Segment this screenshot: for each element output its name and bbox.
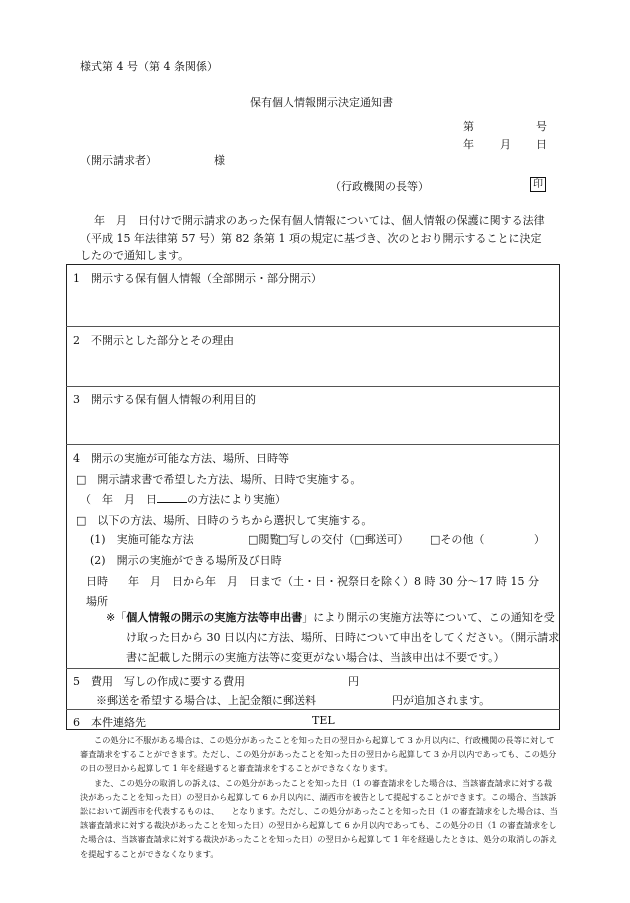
page-title: 保有個人情報開示決定通知書	[250, 96, 393, 109]
section-3-heading: 3 開示する保有個人情報の利用目的	[73, 393, 256, 406]
form-number: 様式第 4 号（第 4 条関係）	[80, 60, 218, 73]
section-5-heading: 5 費用 写しの作成に要する費用	[73, 675, 245, 688]
place-label: (2) 開示の実施ができる場所及び日時	[90, 554, 282, 567]
option-1-method: の方法により実施）	[187, 493, 286, 506]
section-5-note: ※郵送を希望する場合は、上記金額に郵送料	[96, 694, 316, 707]
notice-text	[106, 608, 560, 668]
place-field: 場所	[86, 595, 108, 608]
requester-label: （開示請求者）	[80, 154, 157, 167]
agency-head: （行政機関の長等）	[330, 180, 429, 193]
tel-label: TEL	[312, 714, 335, 727]
doc-number-suffix: 号	[536, 120, 547, 133]
divider-4	[66, 668, 560, 669]
date-year: 年	[463, 138, 474, 151]
option-1-sub	[80, 491, 286, 507]
option-1: □ 開示請求書で希望した方法、場所、日時で実施する。	[76, 473, 362, 486]
option-1-blank	[157, 502, 187, 503]
section-1-heading: 1 開示する保有個人情報（全部開示・部分開示）	[73, 272, 322, 285]
footnote-1: この処分に不服がある場合は、この処分があったことを知った日の翌日から起算して 3 か月以内に、行政機関の長等に対して審査請求をすることができます。ただし、この処分があったことを知った日の翌日から起算して 3 か月以内であっても、この処分の日の翌日から起算して 1 年を経過すると審査請求をすることができなくなります。	[80, 735, 557, 774]
intro-paragraph: 年 月 日付けで開示請求のあった保有個人情報については、個人情報の保護に関する法律（平成 15 年法律第 57 号）第 82 条第 1 項の規定に基づき、次のとおり開示することに決定したので通知します。	[80, 214, 545, 262]
doc-number-prefix: 第	[463, 120, 474, 133]
seal-stamp: 印	[530, 177, 546, 192]
footnotes	[80, 733, 560, 861]
method-view: □閲覧	[248, 533, 281, 546]
option-1-date: （ 年 月 日	[80, 493, 157, 506]
datetime-value: 年 月 日から年 月 日まで（土・日・祝祭日を除く）8 時 30 分～17 時 15 分	[128, 575, 539, 588]
date-month: 月	[500, 138, 511, 151]
divider-3	[66, 444, 560, 445]
date-day: 日	[536, 138, 547, 151]
methods-label: (1) 実施可能な方法	[90, 533, 194, 546]
option-2: □ 以下の方法、場所、日時のうちから選択して実施する。	[76, 514, 373, 527]
method-other: □その他（	[430, 533, 485, 546]
section-2-heading: 2 不開示とした部分とその理由	[73, 334, 234, 347]
section-4-heading: 4 開示の実施が可能な方法、場所、日時等	[73, 452, 289, 465]
divider-2	[66, 386, 560, 387]
notice-prefix: ※「	[106, 611, 127, 624]
method-copy: □写しの交付（□郵送可）	[278, 533, 409, 546]
datetime-label: 日時	[86, 575, 108, 588]
section-6-heading: 6 本件連絡先	[73, 716, 146, 729]
divider-5	[66, 709, 560, 710]
requester-honorific: 様	[214, 154, 225, 167]
notice-rest: 」により開示の実施方法等について、この通知を受け取った日から 30 日以内に方法、場所、日時について申出をしてください。（開示請求書に記載した開示の実施方法等に変更がない場合は、当該申出は不要です。）	[126, 611, 560, 664]
divider-1	[66, 326, 560, 327]
notice-form-name: 個人情報の開示の実施方法等申出書	[126, 611, 303, 624]
section-5-note-tail: 円が追加されます。	[392, 694, 491, 707]
footnote-2: また、この処分の取消しの訴えは、この処分があったことを知った日（1 の審査請求をした場合は、当該審査請求に対する裁決があったことを知った日）の翌日から起算して 6 か月以内に、湖西市を被告として提起することができます。この場合、当該訴訟において湖西市を代表するものは、 となります。ただし、この処分があったことを知った日（1 の審査請求をした場合は、当該審査請求に対する裁決があったことを知った日）の翌日から起算して 6 か月以内であっても、この処分の日（1 の審査請求をした場合は、当該審査請求に対する裁決があったことを知った日）の翌日から起算して 1 年を経過したときは、処分の取消しの訴えを提起することができなくなります。	[80, 777, 558, 859]
method-other-close: ）	[534, 533, 545, 546]
section-5-yen: 円	[348, 675, 359, 688]
